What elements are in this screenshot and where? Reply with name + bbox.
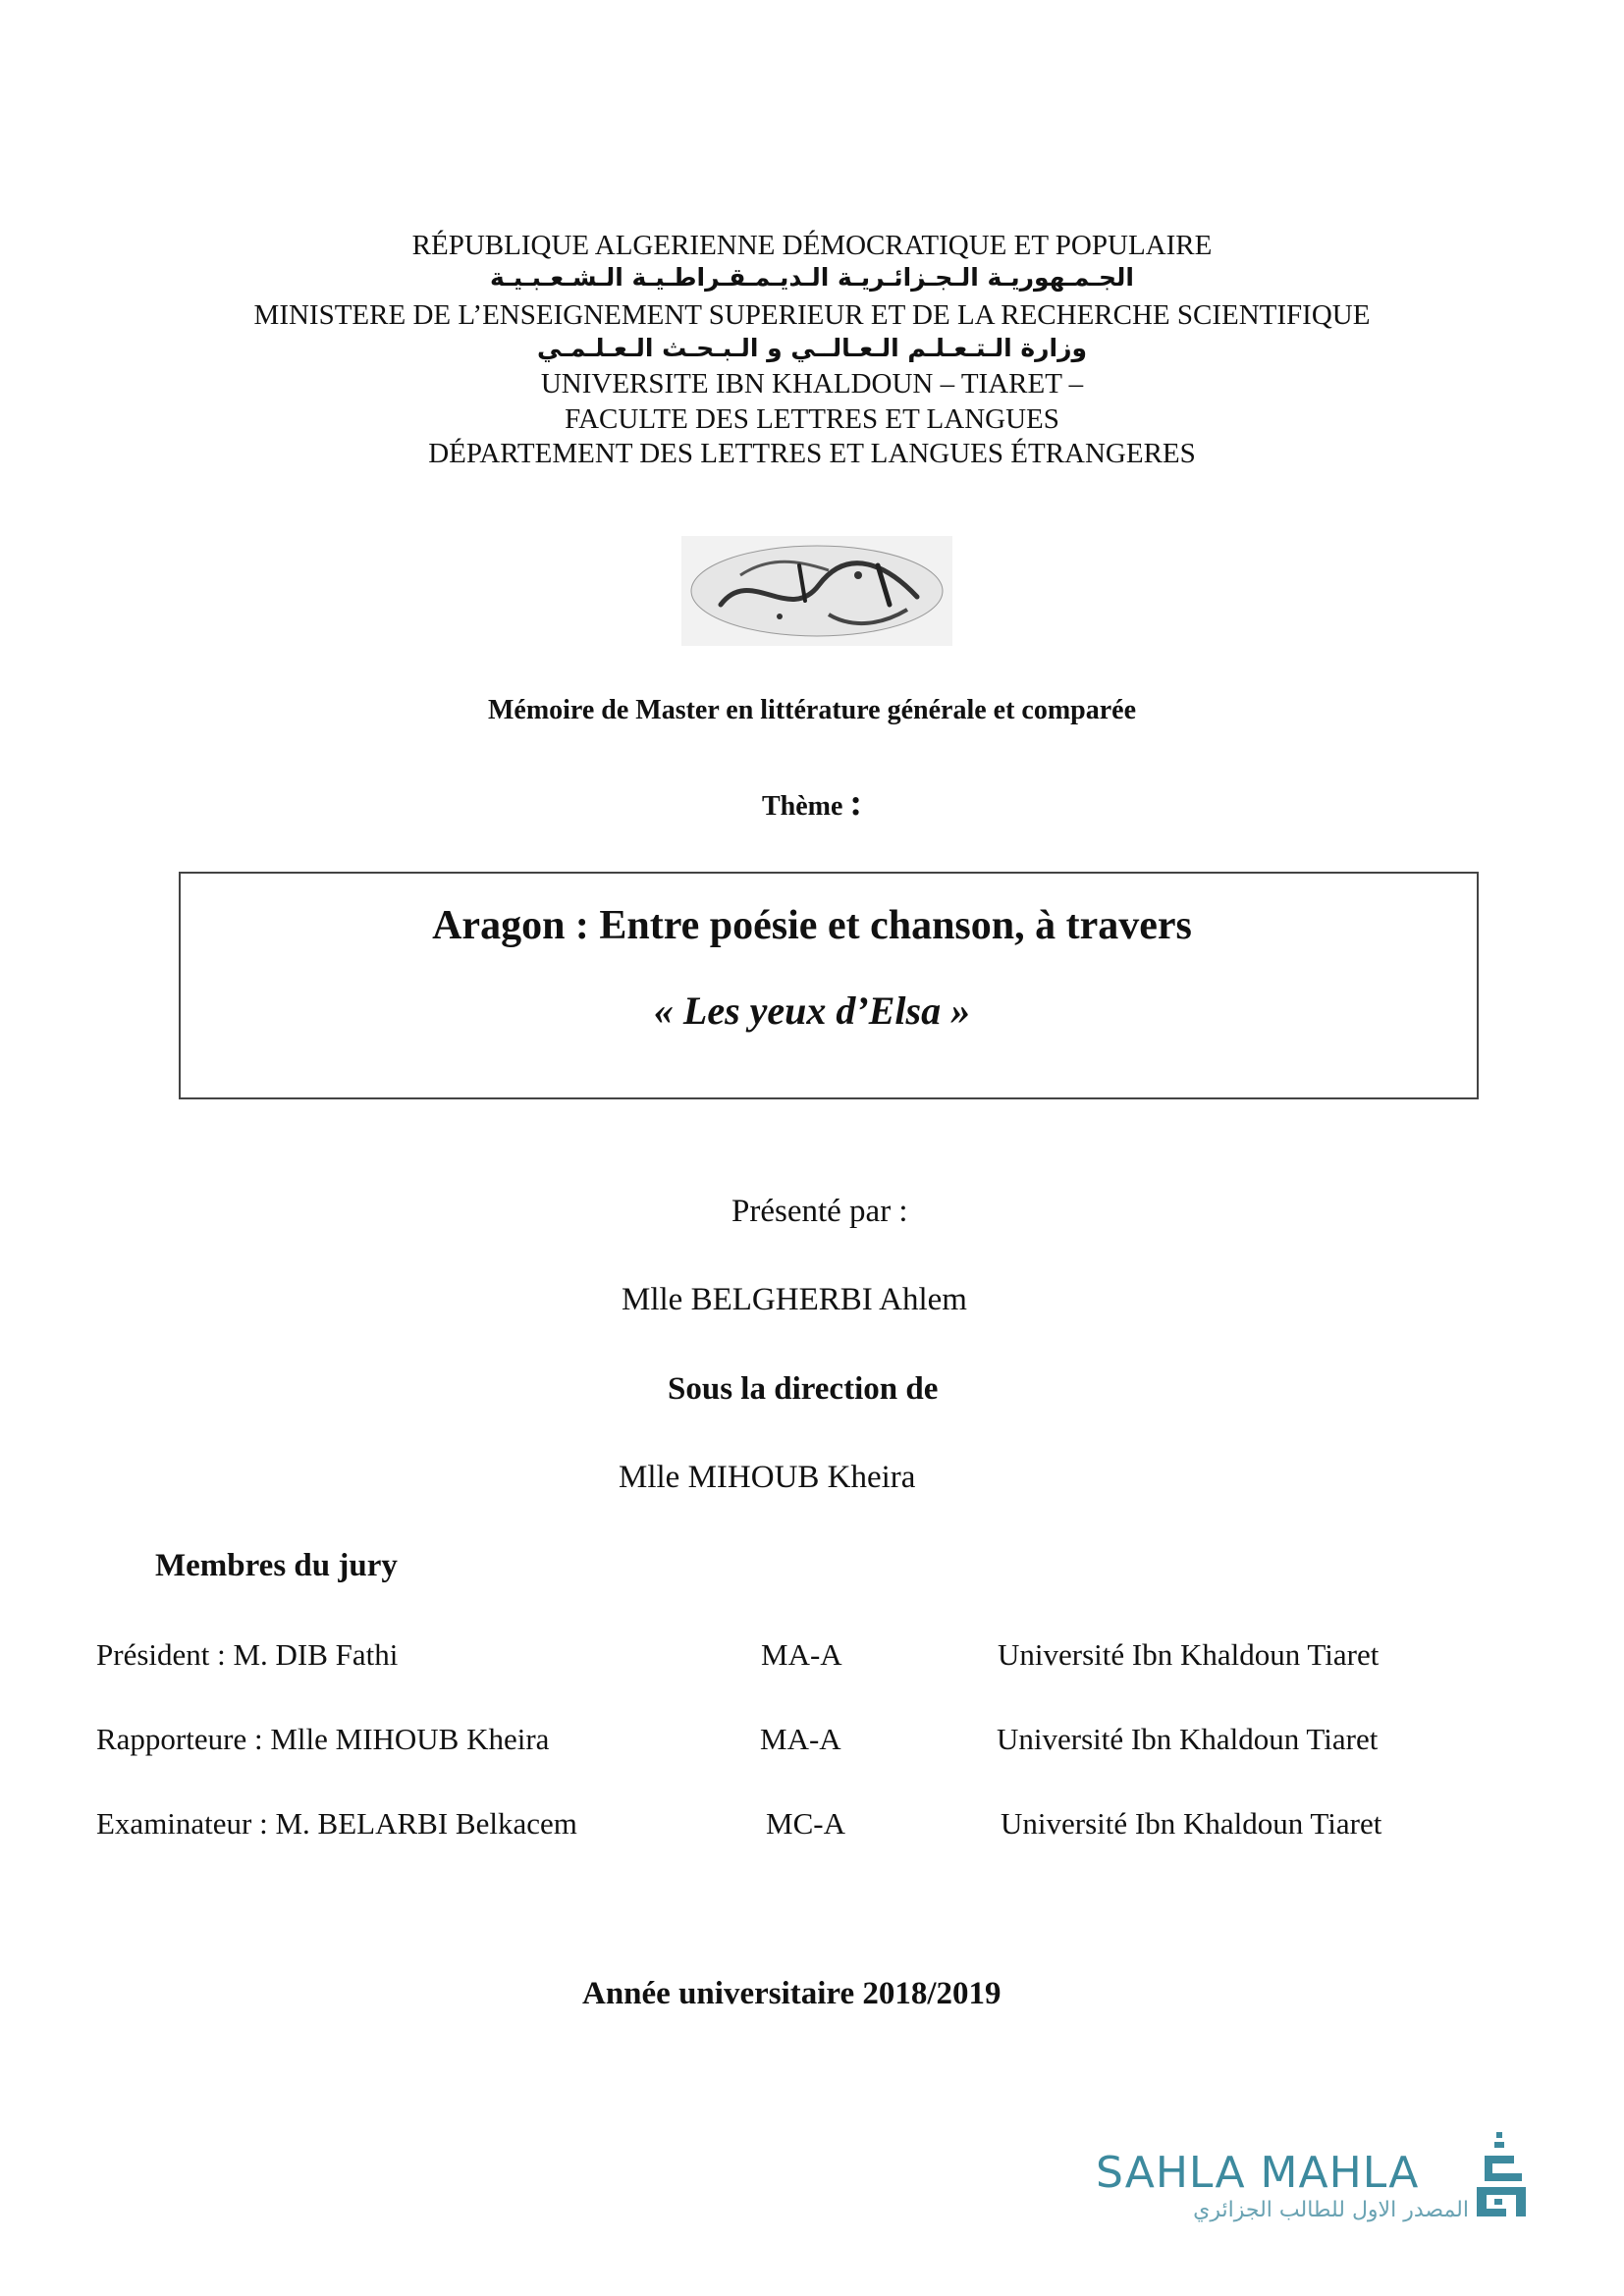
calligraphy-logo-icon: [681, 536, 952, 646]
theme-label: Thème: [761, 791, 843, 822]
republic-arabic: الجـمـهوريـة الـجـزائـريـة الـديـمـقـراطـيـة الـشـعـبـيـة: [489, 263, 1134, 292]
thesis-title-line2: « Les yeux d’Elsa »: [653, 988, 971, 1033]
sahla-mahla-watermark: [1096, 2150, 1469, 2224]
jury-member-institution: Université Ibn Khaldoun Tiaret: [997, 1722, 1379, 1756]
jury-label: Membres du jury: [155, 1548, 398, 1583]
sahla-mahla-logo-icon: [1467, 2128, 1536, 2226]
thesis-title-line1: Aragon : Entre poésie et chanson, à travers: [432, 903, 1192, 948]
republic-french: RÉPUBLIQUE ALGERIENNE DÉMOCRATIQUE ET POPULAIRE: [411, 230, 1213, 261]
jury-member-role: Rapporteure : Mlle MIHOUB Kheira: [96, 1722, 550, 1756]
university-logo: [681, 536, 952, 646]
presented-by-label: Présenté par :: [731, 1194, 908, 1229]
supervisor-name: Mlle MIHOUB Kheira: [619, 1460, 916, 1495]
jury-member-role: Examinateur : M. BELARBI Belkacem: [96, 1806, 577, 1841]
watermark-tagline: المصدر الاول للطالب الجزائري: [1193, 2198, 1469, 2222]
theme-label-line: [0, 781, 1624, 825]
jury-member-grade: MA-A: [761, 1637, 842, 1672]
theme-colon: :: [849, 782, 863, 824]
memoire-title: Mémoire de Master en littérature générale et comparée: [487, 695, 1137, 725]
faculty-name: FACULTE DES LETTRES ET LANGUES: [565, 403, 1059, 435]
direction-label: Sous la direction de: [668, 1371, 939, 1407]
jury-member-grade: MC-A: [766, 1806, 845, 1841]
ministry-arabic: وزارة الـتـعـلـم الـعـالــي و الـبـحـث الـعـلـمـي: [536, 334, 1088, 362]
watermark-name: SAHLA MAHLA: [1096, 2148, 1420, 2198]
student-name: Mlle BELGHERBI Ahlem: [622, 1282, 967, 1317]
ministry-french: MINISTERE DE L’ENSEIGNEMENT SUPERIEUR ET DE LA RECHERCHE SCIENTIFIQUE: [253, 299, 1371, 331]
jury-member-institution: Université Ibn Khaldoun Tiaret: [1001, 1806, 1382, 1841]
academic-year: Année universitaire 2018/2019: [582, 1976, 1001, 2011]
jury-member-grade: MA-A: [760, 1722, 841, 1756]
university-name: UNIVERSITE IBN KHALDOUN – TIARET –: [540, 368, 1084, 400]
department-name: DÉPARTEMENT DES LETTRES ET LANGUES ÉTRANGERES: [428, 438, 1196, 469]
jury-member-role: Président : M. DIB Fathi: [96, 1637, 399, 1672]
jury-member-institution: Université Ibn Khaldoun Tiaret: [998, 1637, 1380, 1672]
